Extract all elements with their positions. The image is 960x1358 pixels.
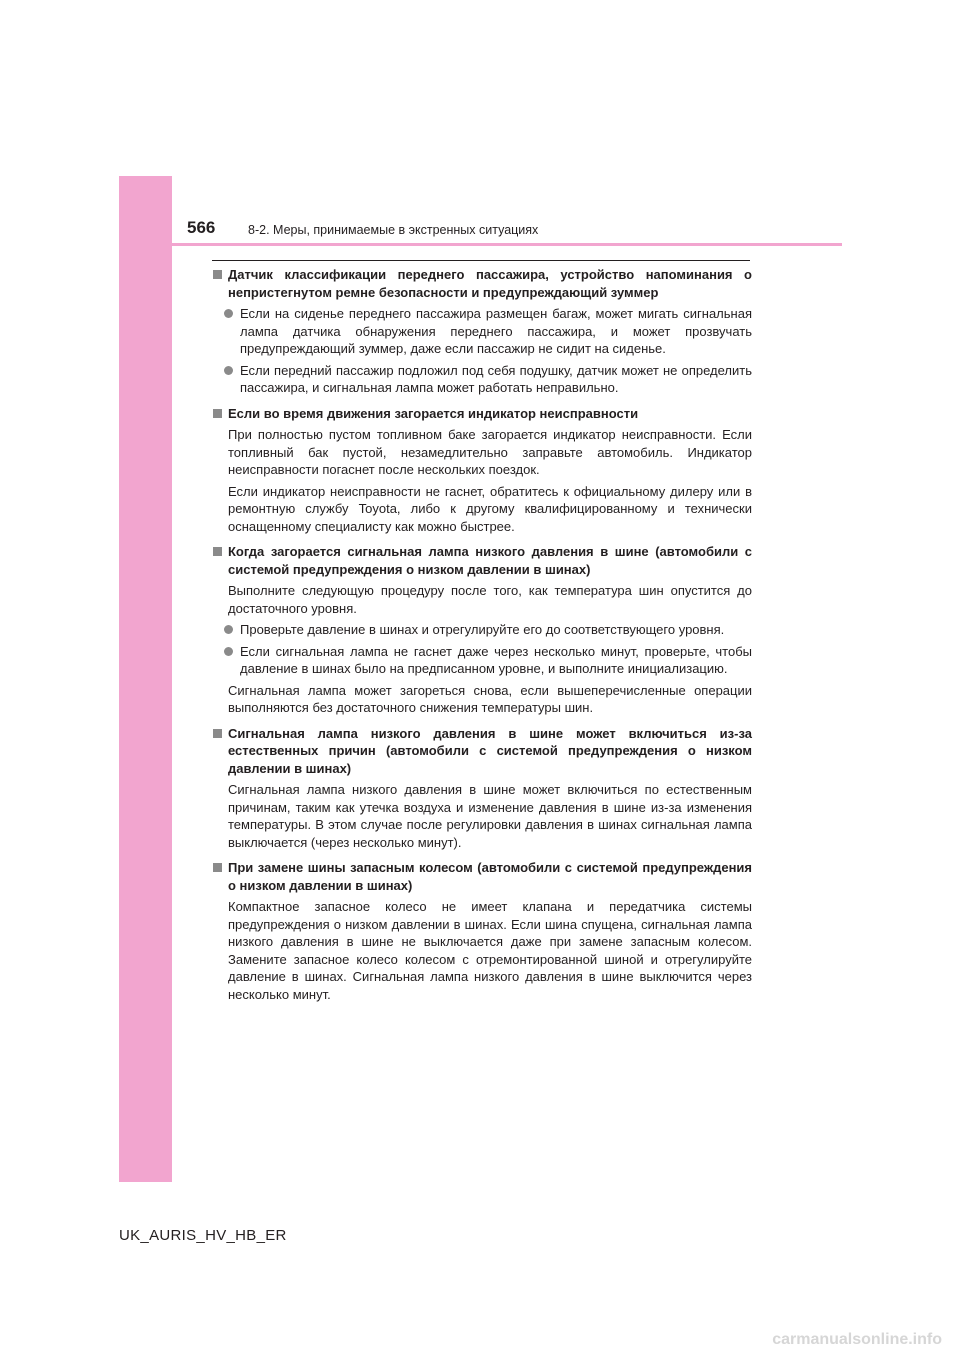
list-item [212, 362, 752, 397]
page-number: 566 [187, 218, 216, 237]
circle-bullet-icon [224, 309, 233, 318]
square-bullet-icon [213, 409, 222, 418]
document-code: UK_AURIS_HV_HB_ER [119, 1227, 287, 1244]
list-item-text: Если передний пассажир подложил под себя подушку, датчик может не определить пассажира, и сигнальная лампа может работать неправильно. [240, 362, 752, 395]
square-bullet-icon [213, 547, 222, 556]
paragraph: Если индикатор неисправности не гаснет, обратитесь к официальному дилеру или в ремонтную службу Toyota, либо к другому квалифицированному и технически оснащенному специалисту как можно быстрее. [228, 483, 752, 534]
heading-text: Сигнальная лампа низкого давления в шине может включиться из-за естественных причин (автомобили с системой предупреждения о низком давлении в шинах) [228, 725, 752, 776]
paragraph: Компактное запасное колесо не имеет клапана и передатчика системы предупреждения о низком давлении в шинах. Если шина спущена, сигнальная лампа низкого давления в шине не выключается даже при замене запасным колесом. Замените запасное колесо колесом с отремонтированной шиной и отрегулируйте давление в шинах. Сигнальная лампа низкого давления в шине выключится через несколько минут. [228, 899, 752, 1002]
paragraph: Выполните следующую процедуру после того, как температура шин опустится до достаточного уровня. [228, 583, 752, 616]
square-bullet-icon [213, 863, 222, 872]
content-body [212, 266, 752, 1003]
header-accent-line [172, 243, 842, 246]
circle-bullet-icon [224, 647, 233, 656]
heading-passenger-sensor [212, 266, 752, 301]
list-item [212, 643, 752, 678]
heading-low-tire-pressure-lamp [212, 543, 752, 578]
circle-bullet-icon [224, 366, 233, 375]
list-item [212, 305, 752, 358]
circle-bullet-icon [224, 625, 233, 634]
heading-spare-wheel [212, 859, 752, 894]
list-item [212, 621, 752, 639]
heading-natural-causes [212, 725, 752, 778]
heading-text: Если во время движения загорается индикатор неисправности [228, 405, 639, 421]
heading-text: При замене шины запасным колесом (автомобили с системой предупреждения о низком давлении в шинах) [228, 860, 752, 893]
section-title: 8-2. Меры, принимаемые в экстренных ситуациях [248, 223, 539, 237]
paragraph: Сигнальная лампа низкого давления в шине может включиться по естественным причинам, таким как утечка воздуха и изменение давления в шине из-за изменения температуры. В этом случае после регулировки давления в шинах сигнальная лампа выключается (через несколько минут). [228, 782, 752, 850]
square-bullet-icon [213, 729, 222, 738]
list-item-text: Если сигнальная лампа не гаснет даже через несколько минут, проверьте, чтобы давление в шинах было на предписанном уровне, и выполните инициализацию. [240, 643, 752, 676]
heading-text: Когда загорается сигнальная лампа низкого давления в шине (автомобили с системой предупреждения о низком давлении в шинах) [228, 544, 752, 577]
side-tab-band [119, 176, 172, 1182]
paragraph: Сигнальная лампа может загореться снова, если вышеперечисленные операции выполняются без достаточного снижения температуры шин. [228, 682, 752, 715]
watermark: carmanualsonline.info [772, 1331, 942, 1348]
paragraph: При полностью пустом топливном баке загорается индикатор неисправности. Если топливный бак пустой, незамедлительно заправьте автомобиль. Индикатор неисправности погаснет после нескольких поездок. [228, 427, 752, 477]
heading-malfunction-indicator [212, 405, 752, 423]
square-bullet-icon [213, 270, 222, 279]
content-top-rule [212, 260, 750, 261]
heading-text: Датчик классификации переднего пассажира, устройство напоминания о непристегнутом ремне безопасности и предупреждающий зуммер [228, 267, 752, 300]
list-item-text: Если на сиденье переднего пассажира размещен багаж, может мигать сигнальная лампа датчика обнаружения переднего пассажира, и может прозвучать предупреждающий зуммер, даже если пассажир не сидит на сиденье. [240, 306, 752, 356]
list-item-text: Проверьте давление в шинах и отрегулируйте его до соответствующего уровня. [240, 622, 725, 637]
